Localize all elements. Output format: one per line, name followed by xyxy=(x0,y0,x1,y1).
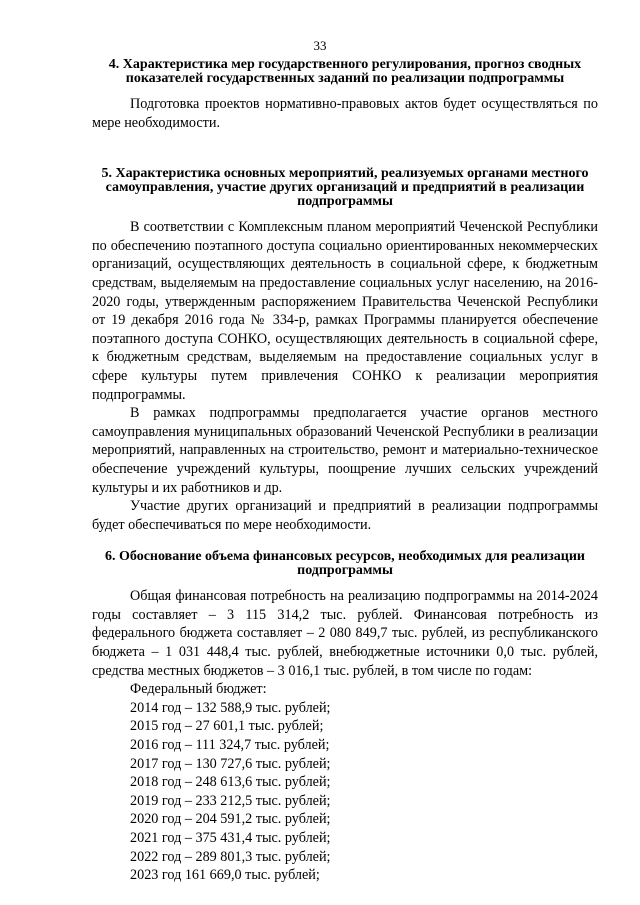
section-5-heading: 5. Характеристика основных мероприятий, реализуемых органами местного самоуправления, участие других организаций и предприятий в реализации подпрограммы xyxy=(101,166,589,210)
federal-budget-label: Федеральный бюджет: xyxy=(130,681,267,698)
section-5-paragraph-3: Участие других организаций и предприятий в реализации подпрограммы будет обеспечиваться по мере необходимости. xyxy=(92,498,598,533)
page-content xyxy=(92,58,598,885)
federal-year-2021: 2021 год – 375 431,4 тыс. рублей; xyxy=(130,830,331,846)
section-6-heading: 6. Обоснование объема финансовых ресурсов, необходимых для реализации подпрограммы xyxy=(105,549,585,579)
section-4-paragraph: Подготовка проектов нормативно-правовых актов будет осуществляться по мере необходимости. xyxy=(92,96,598,131)
federal-year-2014: 2014 год – 132 588,9 тыс. рублей; xyxy=(130,699,331,716)
section-5-paragraph-2: В рамках подпрограммы предполагается участие органов местного самоуправления муниципальных образований Чеченской Республики в реализации мероприятий, направленных на строительство, ремонт и материально-техническое обеспечение учреждений культуры, поощрение лучших сельских учреждений культуры и их работников и др. xyxy=(92,405,598,496)
federal-year-2020: 2020 год – 204 591,2 тыс. рублей; xyxy=(130,811,331,828)
federal-budget-list xyxy=(130,680,598,885)
federal-year-2015: 2015 год – 27 601,1 тыс. рублей; xyxy=(130,718,324,735)
federal-year-2018: 2018 год – 248 613,6 тыс. рублей; xyxy=(130,774,331,791)
federal-year-2016: 2016 год – 111 324,7 тыс. рублей; xyxy=(130,737,330,754)
section-4-heading: 4. Характеристика мер государственного регулирования, прогноз сводных показателей государственных заданий по реализации подпрограммы xyxy=(108,57,582,86)
section-5-paragraph-1: В соответствии с Комплексным планом мероприятий Чеченской Республики по обеспечению поэтапного доступа социально ориентированных некоммерческих организаций, осуществляющих деятельность в социальной сфере, к бюджетным средствам, выделяемым на предоставление социальных услуг населению, на 2016-2020 годы, утвержденным распоряжением Правительства Чеченской Республики от 19 декабря 2016 года № 334-р, рамках Программы планируется обеспечение поэтапного доступа СОНКО, осуществляющих деятельность в социальной сфере, к бюджетным средствам, выделяемым на предоставление социальных услуг в сфере культуры путем привлечения СОНКО к реализации мероприятия подпрограммы. xyxy=(92,219,598,403)
federal-year-2019: 2019 год – 233 212,5 тыс. рублей; xyxy=(130,792,331,809)
federal-year-2023: 2023 год 161 669,0 тыс. рублей; xyxy=(130,867,320,884)
page-number: 33 xyxy=(313,38,327,53)
section-6-paragraph: Общая финансовая потребность на реализацию подпрограммы на 2014-2024 годы составляет – 3 115 314,2 тыс. рублей. Финансовая потребность из федерального бюджета составляет – 2 080 849,7 тыс. рублей, из республиканского бюджета – 1 031 448,4 тыс. рублей, внебюджетные источники 0,0 тыс. рублей, средства местных бюджетов – 3 016,1 тыс. рублей, в том числе по годам: xyxy=(92,588,598,679)
federal-year-2017: 2017 год – 130 727,6 тыс. рублей; xyxy=(130,755,331,772)
federal-year-2022: 2022 год – 289 801,3 тыс. рублей; xyxy=(130,848,331,865)
